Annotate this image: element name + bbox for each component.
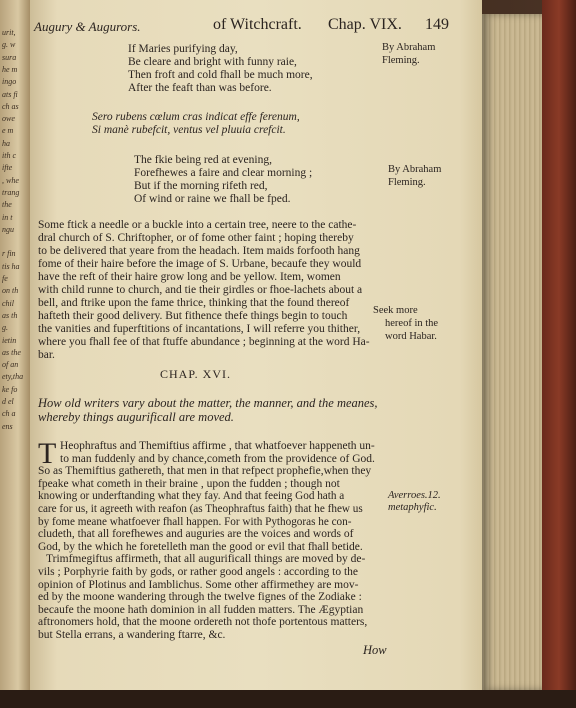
margin-note: Averroes.12. <box>388 490 441 501</box>
left-page-fragment: g. w <box>2 40 16 50</box>
margin-note: By Abraham <box>382 42 436 53</box>
poem-line: Then froft and cold fhall be much more, <box>128 69 313 81</box>
text-line: becaufe the moone hath dominion in all fudden matters. The Ægyptian <box>38 603 364 616</box>
left-page-fragment: owe <box>2 114 15 124</box>
left-page-fragment: r fin <box>2 249 16 259</box>
text-line: knowing or underftanding what they fay. And that feeing God hath a <box>38 490 345 503</box>
text-line: dral church of S. Chriftopher, or of fome other faint ; hoping thereby <box>38 232 354 244</box>
margin-note: word Habar. <box>385 331 437 342</box>
latin-verse: Si manè rubefcit, ventus vel pluuia crefcit. <box>92 124 286 136</box>
margin-note: Fleming. <box>382 55 420 66</box>
text-line: hafteth their good delivery. But fithence thefe things begin to touch <box>38 310 348 322</box>
chapter-subtitle: How old writers vary about the matter, the manner, and the meanes, <box>38 396 378 410</box>
running-head-chapter: Chap. VIX. <box>328 16 402 33</box>
left-page-fragment: ietin <box>2 335 17 345</box>
text-line: by fome meane whatfoever fhall happen. For with Pythogoras he con- <box>38 515 352 528</box>
text-line: but Stella errans, a wandering ftarre, &c. <box>38 629 226 641</box>
left-page-fragment: of an <box>2 360 19 370</box>
text-line: the vanities and fuperftitions of incantations, I will referre you thither, <box>38 323 361 335</box>
left-page-fragment: as th <box>2 310 18 320</box>
catchword: How <box>363 643 387 657</box>
left-page-fragment: e m <box>2 126 14 136</box>
text-line: bar. <box>38 349 55 361</box>
left-page-fragment: the <box>2 200 12 210</box>
text-line: have the reft of their haire grow long and be yellow. Item, women <box>38 271 341 283</box>
text-line: Heophraftus and Themiftius affirme , that whatfoever happeneth un- <box>60 440 375 452</box>
left-page-fragment: as the <box>2 347 21 357</box>
left-page-fragment: on th <box>2 286 19 296</box>
margin-note: Seek more <box>373 305 418 316</box>
left-page-fragment: ch as <box>2 101 19 111</box>
left-page-fragment: ke fo <box>2 384 18 394</box>
left-page-fragment: fe <box>2 274 8 283</box>
text-line: where you fhall fee of that ftuffe abundance ; beginning at the word Ha- <box>38 336 370 348</box>
margin-note: Fleming. <box>388 177 426 188</box>
left-page-fragment: ith c <box>2 151 16 160</box>
left-page-fragment: g. <box>2 323 10 333</box>
left-page-fragment: in t <box>2 212 13 222</box>
drop-cap: T <box>38 437 57 470</box>
page-edges <box>482 14 542 690</box>
text-line: ed by the moone wandering through the twelve fignes of the Zodiake : <box>38 591 362 604</box>
poem-line: But if the morning rifeth red, <box>134 180 268 192</box>
left-page-fragment: d el <box>2 397 14 406</box>
text-line: with child runne to church, and tie their girdles or fhoe-lachets about a <box>38 284 363 296</box>
page-number: 149 <box>425 16 449 33</box>
margin-note: hereof in the <box>385 318 439 329</box>
poem-line: If Maries purifying day, <box>128 43 238 55</box>
text-line: aftronomers hold, that the moone ordereth not thofe portentous matters, <box>38 616 368 629</box>
book-cover <box>542 0 576 708</box>
chapter-subtitle: whereby things augurificall are moved. <box>38 410 234 424</box>
left-page-fragment: trang <box>2 187 20 197</box>
left-page-fragment: urit, <box>2 28 16 37</box>
text-line: So as Themiftius gathereth, that men in that refpect prophefie,when they <box>38 465 372 478</box>
margin-note: By Abraham <box>388 164 442 175</box>
left-page-fragment: sura <box>2 52 17 62</box>
text-line: fome of their haire before the image of S. Urbane, becaufe they would <box>38 258 362 270</box>
text-line: vils ; Porphyrie faith by gods, or rather good angels : according to the <box>38 566 359 578</box>
poem-line: The fkie being red at evening, <box>134 154 272 166</box>
poem-line: Forefhewes a faire and clear morning ; <box>134 167 313 179</box>
text-line: God, by the which he foretelleth man the good or evil that fhall betide. <box>38 540 363 553</box>
left-page-fragment: ens <box>2 421 13 431</box>
text-line: Some ftick a needle or a buckle into a certain tree, neere to the cathe- <box>38 219 357 231</box>
text-line: to man fuddenly and by chance,cometh from the providence of God. <box>60 452 375 465</box>
running-head-title: of Witchcraft. <box>213 16 302 33</box>
bottom-shadow <box>0 690 576 708</box>
text-line: opinion of Plotinus and Iamblichus. Some other affirmethey are mov- <box>38 578 359 591</box>
left-page-fragment: ifte <box>2 163 13 173</box>
left-page-fragment: he m <box>2 64 18 74</box>
left-page-fragment: , whe <box>2 175 19 185</box>
left-page-fragment: tis ha <box>2 261 20 271</box>
text-line: fpeake what cometh in their braine , upon the fudden ; though not <box>38 477 340 490</box>
text-line: cludeth, that all forefhewes and auguries are the voices and words of <box>38 528 354 541</box>
left-page-fragment: ch a <box>2 409 16 419</box>
running-head-left: Augury & Augurors. <box>34 19 141 34</box>
text-line: bell, and ftrike upon the fame thrice, thinking that the found thereof <box>38 297 350 309</box>
left-page-fragment: ingo <box>2 77 17 87</box>
left-page-fragment: ha <box>2 138 10 148</box>
poem-line: Of wind or raine we fhall be fped. <box>134 193 291 205</box>
margin-note: metaphyfic. <box>388 502 437 513</box>
left-page-edge <box>0 0 30 690</box>
chapter-heading: CHAP. XVI. <box>160 367 232 381</box>
left-page-fragment: chil <box>2 298 14 308</box>
book-page <box>30 0 482 690</box>
left-page-fragment: ety,tha <box>2 372 24 382</box>
text-line: Trimfmegiftus affirmeth, that all augurificall things are moved by de- <box>46 553 366 566</box>
latin-verse: Sero rubens cœlum cras indicat effe ferenum, <box>92 111 300 123</box>
left-page-fragment: ats fi <box>2 89 18 99</box>
left-page-fragment: ngu <box>2 224 14 234</box>
text-line: care for us, it agreeth with reafon (as Theophraftus faith) that he fhew us <box>38 503 363 515</box>
poem-line: Be cleare and bright with funny raie, <box>128 56 297 68</box>
text-line: to be delivered that yeare from the headach. Item maids forfooth hang <box>38 245 360 257</box>
poem-line: After the feaft than was before. <box>128 82 272 94</box>
